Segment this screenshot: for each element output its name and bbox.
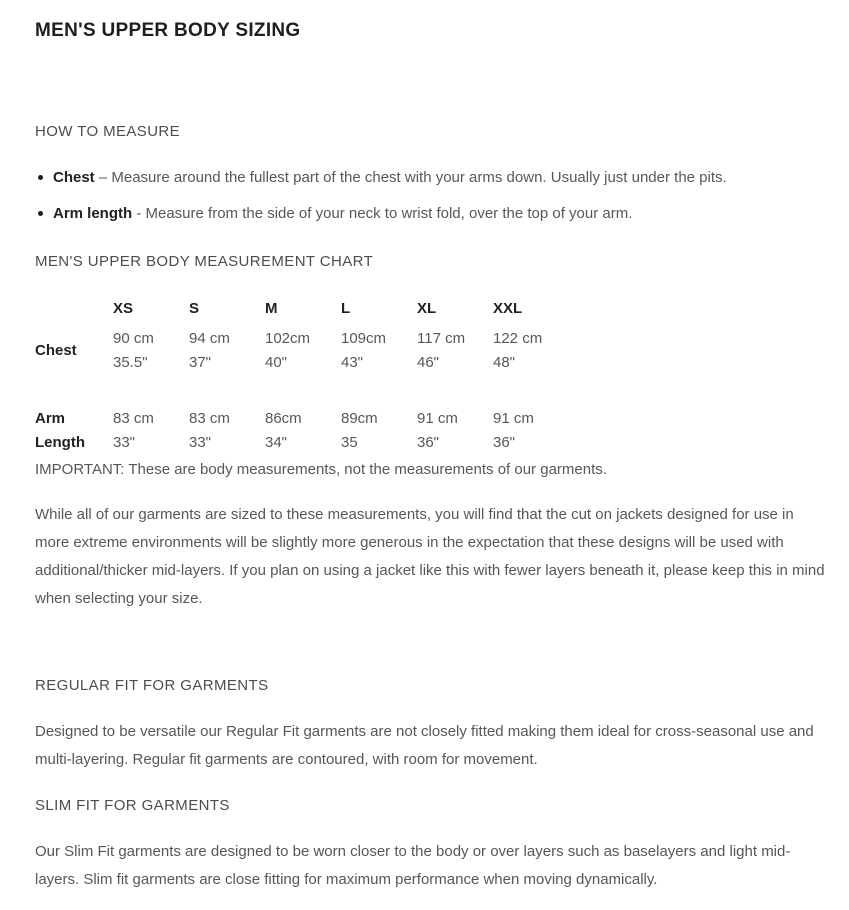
chest-cm-s: 94 cm (189, 330, 230, 347)
arm-in-l: 35 (341, 434, 358, 451)
slim-fit-heading: SLIM FIT FOR GARMENTS (35, 797, 230, 814)
bullet-icon (38, 211, 43, 216)
measure-term: Chest (53, 169, 95, 186)
chest-cm-m: 102cm (265, 330, 311, 347)
chest-in-xs: 35.5" (113, 354, 148, 371)
list-item-arm-length (35, 206, 825, 222)
slim-fit-paragraph: Our Slim Fit garments are designed to be worn closer to the body or over layers such as baselayers and light mid-layers. Slim fit garments are close fitting for maximum performance when moving dynamically. (35, 843, 791, 888)
chest-in-m: 40" (265, 354, 288, 371)
how-to-measure-heading: HOW TO MEASURE (35, 123, 181, 140)
size-header-xxl: XXL (493, 300, 523, 317)
arm-in-m: 34" (265, 434, 288, 451)
arm-in-xl: 36" (417, 434, 440, 451)
arm-cm-xxl: 91 cm (493, 410, 534, 427)
size-header-s: S (189, 300, 200, 317)
chest-cm-xxl: 122 cm (493, 330, 543, 347)
measure-desc: – Measure around the fullest part of the chest with your arms down. Usually just under the pits. (98, 169, 727, 186)
important-note: IMPORTANT: These are body measurements, not the measurements of our garments. (35, 461, 607, 478)
list-item-chest (35, 170, 825, 186)
arm-cm-m: 86cm (265, 410, 302, 427)
arm-in-xxl: 36" (493, 434, 516, 451)
chest-cm-l: 109cm (341, 330, 387, 347)
size-header-xs: XS (113, 300, 134, 317)
chest-cm-xl: 117 cm (417, 330, 466, 347)
measure-term: Arm length (53, 205, 133, 222)
chest-in-xxl: 48" (493, 354, 516, 371)
measure-desc: - Measure from the side of your neck to wrist fold, over the top of your arm. (136, 205, 633, 222)
regular-fit-paragraph: Designed to be versatile our Regular Fit garments are not closely fitted making them ideal for cross-seasonal use and multi-layering. Regular fit garments are contoured, with room for movement. (35, 723, 814, 768)
arm-cm-s: 83 cm (189, 410, 230, 427)
arm-cm-xl: 91 cm (417, 410, 458, 427)
measurement-chart-table (35, 300, 825, 455)
regular-fit-heading: REGULAR FIT FOR GARMENTS (35, 677, 269, 694)
chest-cm-xs: 90 cm (113, 330, 154, 347)
chest-in-xl: 46" (417, 354, 440, 371)
size-header-l: L (341, 300, 351, 317)
arm-in-xs: 33" (113, 434, 136, 451)
sizing-note-paragraph: While all of our garments are sized to these measurements, you will find that the cut on jackets designed for use in more extreme environments will be slightly more generous in the expectation that these designs will be used with additional/thicker mid-layers. If you plan on using a jacket like this with fewer layers beneath it, please keep this in mind when selecting your size. (35, 506, 825, 607)
row-label-arm-length: Arm Length (35, 410, 85, 451)
chest-in-l: 43" (341, 354, 364, 371)
row-label-chest: Chest (35, 342, 77, 359)
measurement-chart-heading: MEN'S UPPER BODY MEASUREMENT CHART (35, 253, 374, 270)
arm-cm-l: 89cm (341, 410, 378, 427)
bullet-icon (38, 175, 43, 180)
page-title: MEN'S UPPER BODY SIZING (35, 20, 301, 41)
measure-list (35, 170, 825, 222)
size-header-m: M (265, 300, 278, 317)
chest-in-s: 37" (189, 354, 212, 371)
size-header-xl: XL (417, 300, 437, 317)
arm-cm-xs: 83 cm (113, 410, 154, 427)
arm-in-s: 33" (189, 434, 212, 451)
